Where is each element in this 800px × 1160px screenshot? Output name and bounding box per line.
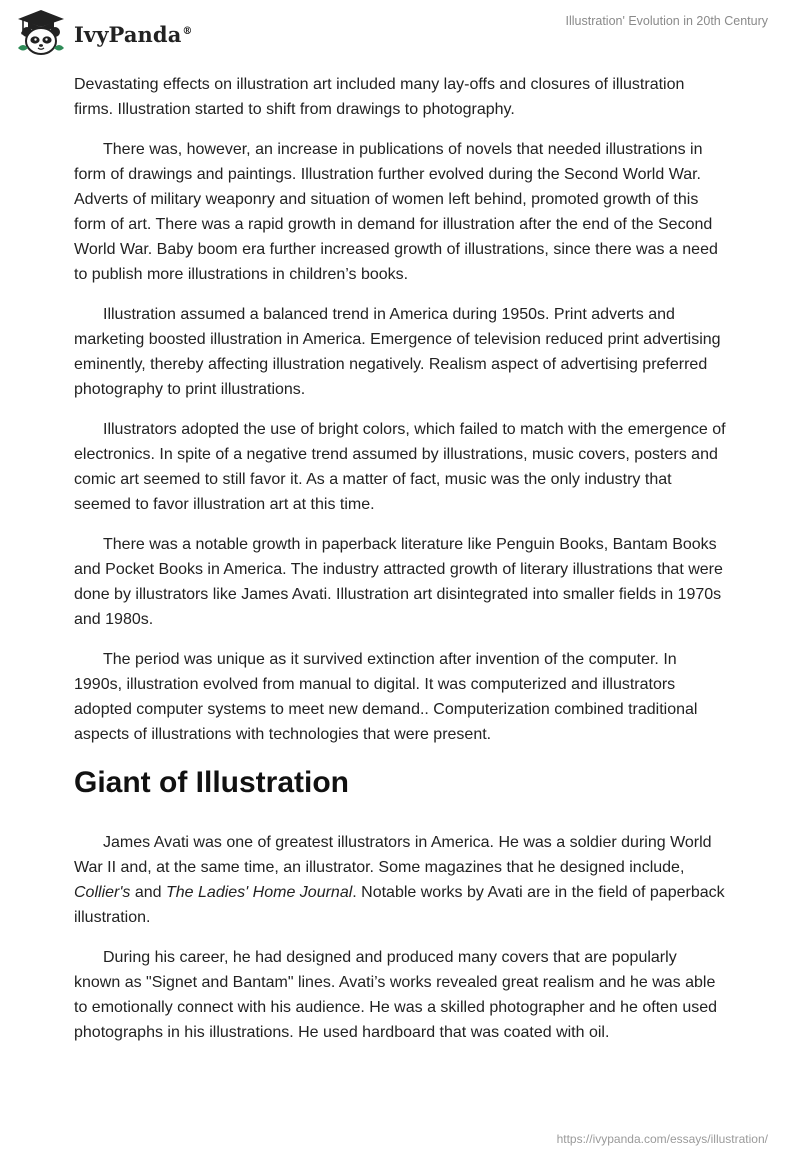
magazine-title: The Ladies' Home Journal [166,884,353,901]
magazine-title: Collier's [74,884,131,901]
brand-logo[interactable] [14,8,193,58]
paragraph: During his career, he had designed and produced many covers that are popularly known as "Signet and Bantam" lines. Avati’s works revealed great realism and he was able to emotionally connect with his audience. He was a skilled photographer and he often used photographs in his illustrations. He used hardboard that was coated with oil. [74,949,718,1041]
brand-name: IvyPanda® [74,21,193,47]
registered-mark: ® [182,25,193,37]
paragraph: There was a notable growth in paperback literature like Penguin Books, Bantam Books and Pocket Books in America. The industry attracted growth of literary illustrations that were done by illustrators like James Avati. Illustration art disintegrated into smaller fields in 1970s and 1980s. [74,536,723,628]
text-run: and [130,884,166,901]
text-run: . Notable works by Avati are in the field of paperback illustration. [74,884,725,926]
paragraph: There was, however, an increase in publications of novels that needed illustrations in form of drawings and paintings. Illustration further evolved during the Second World War. Adverts of military weaponry and situation of women left behind, promoted growth of this form of art. There was a rapid growth in demand for illustration after the end of the Second World War. Baby boom era further increased growth of illustrations, since there was a need to publish more illustrations in children’s books. [74,141,718,283]
section-heading: Giant of Illustration [74,766,349,799]
text-run: James Avati was one of greatest illustrators in America. He was a soldier during World War II and, at the same time, an illustrator. Some magazines that he designed include, [74,834,712,876]
paragraph: Illustration assumed a balanced trend in America during 1950s. Print adverts and marketing boosted illustration in America. Emergence of television reduced print advertising eminently, thereby affecting illustration negatively. Realism aspect of advertising preferred photography to print illustrations. [74,306,721,398]
document-title: Illustration' Evolution in 20th Century [565,14,768,28]
paragraph: Illustrators adopted the use of bright colors, which failed to match with the emergence of electronics. In spite of a negative trend assumed by illustrations, music covers, posters and comic art seemed to still favor it. As a matter of fact, music was the only industry that seemed to favor illustration art at this time. [74,421,726,513]
source-url[interactable]: https://ivypanda.com/essays/illustration/ [556,1132,768,1146]
panda-graduate-icon [14,8,68,58]
essay-content [74,72,726,1060]
paragraph [74,830,726,930]
paragraph: The period was unique as it survived extinction after invention of the computer. In 1990s, illustration evolved from manual to digital. It was computerized and illustrators adopted computer systems to meet new demand.. Computerization combined traditional aspects of illustrations with technologies that were present. [74,651,698,743]
paragraph: Devastating effects on illustration art included many lay-offs and closures of illustration firms. Illustration started to shift from drawings to photography. [74,76,685,118]
page-header [0,0,800,70]
